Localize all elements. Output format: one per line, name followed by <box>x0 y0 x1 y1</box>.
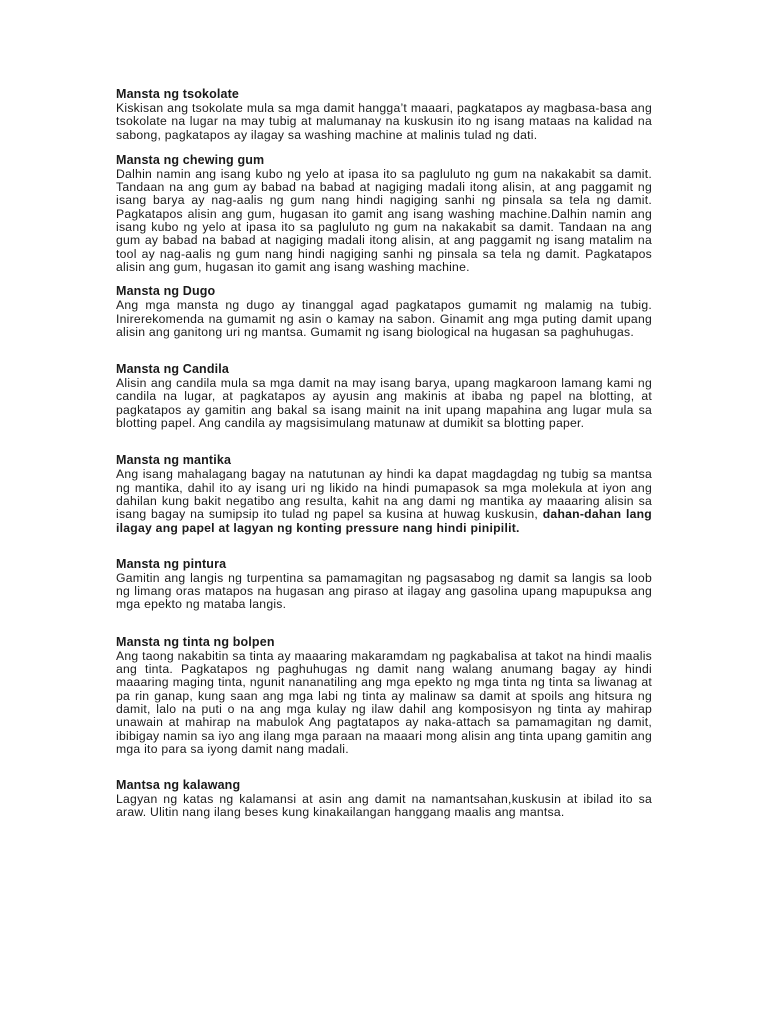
section-body: Dalhin namin ang isang kubo ng yelo at ipasa ito sa pagluluto ng gum na nakakabit sa damit. Tandaan na ang gum ay babad na babad at nagiging madali itong alisin, at ang paggamit ng isang barya ay nag-aalis ng gum nang hindi nagiging sanhi ng pinsala sa tela ng damit. Pagkatapos alisin ang gum, hugasan ito gamit ang isang washing machine.Dalhin namin ang isang kubo ng yelo at ipasa ito sa pagluluto ng gum na nakakabit sa damit. Tandaan na ang gum ay babad na babad at nagiging madali itong alisin, at ang paggamit ng isang matalim na tool ay nag-aalis ng gum nang hindi nagiging sanhi ng pinsala sa tela ng damit. Pagkatapos alisin ang gum, hugasan ito gamit ang isang washing machine. <box>116 166 652 274</box>
section-body: Ang taong nakabitin sa tinta ay maaaring makaramdam ng pagkabalisa at takot na hindi maalis ang tinta. Pagkatapos ng paghuhugas ng damit nang walang anumang bagay ay hindi maaaring maging tinta, ngunit nananatiling ang mga epekto ng mga tinta ng tinta sa liwanag at pa rin ganap, kung saan ang mga labi ng tinta ay malinaw sa damit at spoils ang hitsura ng damit, lalo na puti o na ang mga kulay ng ilaw dahil ang komposisyon ng tinta ay mahirap unawain at mahirap na mabulok Ang pagtatapos ay naka-attach sa pamamagitan ng damit, ibibigay namin sa iyo ang ilang mga paraan na maaari mong alisin ang tinta upang gamitin ang mga ito para sa iyong damit nang madali. <box>116 648 652 756</box>
section-body: Kiskisan ang tsokolate mula sa mga damit hangga’t maaari, pagkatapos ay magbasa-basa ang tsokolate na lugar na may tubig at malumanay na kuskusin ito ng isang mataas na kalidad na sabong, pagkatapos ay ilagay sa washing machine at malinis tulad ng dati. <box>116 101 652 142</box>
section-heading: Mansta ng chewing gum <box>116 152 265 167</box>
section-heading: Mansta ng mantika <box>116 453 232 468</box>
section-body: Lagyan ng katas ng kalamansi at asin ang damit na namantsahan,kuskusin at ibilad ito sa araw. Ulitin nang ilang beses kung kinakailangan hanggang maalis ang mantsa. <box>116 792 652 820</box>
section-body: Gamitin ang langis ng turpentina sa pamamagitan ng pagsasabog ng damit sa langis sa loob ng limang oras matapos na hugasan ang piraso at ilagay ang gasolina upang mapupuksa ang mga epekto ng mataba langis. <box>116 570 652 612</box>
section-chewing-gum-stain <box>116 153 652 274</box>
section-heading: Mansta ng pintura <box>116 556 227 571</box>
section-rust-stain <box>116 778 652 820</box>
section-chocolate-stain <box>116 87 652 142</box>
document-page <box>116 87 652 820</box>
section-heading: Mantsa ng kalawang <box>116 778 241 793</box>
section-candle-stain <box>116 362 652 430</box>
section-ballpen-ink-stain <box>116 635 652 756</box>
section-body-emphasis: dahan-dahan lang ilagay ang papel at lagyan ng konting pressure nang hindi pinipilit. <box>116 507 653 535</box>
section-heading: Mansta ng tsokolate <box>116 87 240 101</box>
section-body: Ang mga mansta ng dugo ay tinanggal agad pagkatapos gumamit ng malamig na tubig. Inirerekomenda na gumamit ng asin o kamay na sabon. Ginamit ang mga puting damit upang alisin ang ganitong uri ng mantsa. Gumamit ng isang biological na hugasan sa paghuhugas. <box>116 298 652 339</box>
section-grease-stain <box>116 453 652 534</box>
section-heading: Mansta ng Dugo <box>116 284 216 299</box>
section-body-paragraph <box>116 468 652 534</box>
section-body: Ang isang mahalagang bagay na natutunan ay hindi ka dapat magdagdag ng tubig sa mantsa ng mantika, dahil ito ay isang uri ng likido na hindi pumapasok sa mga molekula at iyon ang dahilan kung bakit negatibo ang resulta, kahit na ang dami ng mantika ay maaaring alisin sa isang bagay na sumipsip ito tulad ng papel sa kusina at huwag kuskusin, <box>116 467 652 522</box>
section-paint-stain <box>116 557 652 612</box>
section-blood-stain <box>116 284 652 339</box>
section-body: Alisin ang candila mula sa mga damit na may isang barya, upang magkaroon lamang kami ng candila na lugar, at pagkatapos ay ayusin ang makinis at ibaba ng papel na blotting, at pagkatapos ay gamitin ang bakal sa isang mainit na init upang mapahina ang lugar mula sa blotting papel. Ang candila ay magsisimulang matunaw at dumikit sa blotting paper. <box>116 376 652 431</box>
section-heading: Mansta ng Candila <box>116 362 229 377</box>
section-heading: Mansta ng tinta ng bolpen <box>116 634 275 649</box>
